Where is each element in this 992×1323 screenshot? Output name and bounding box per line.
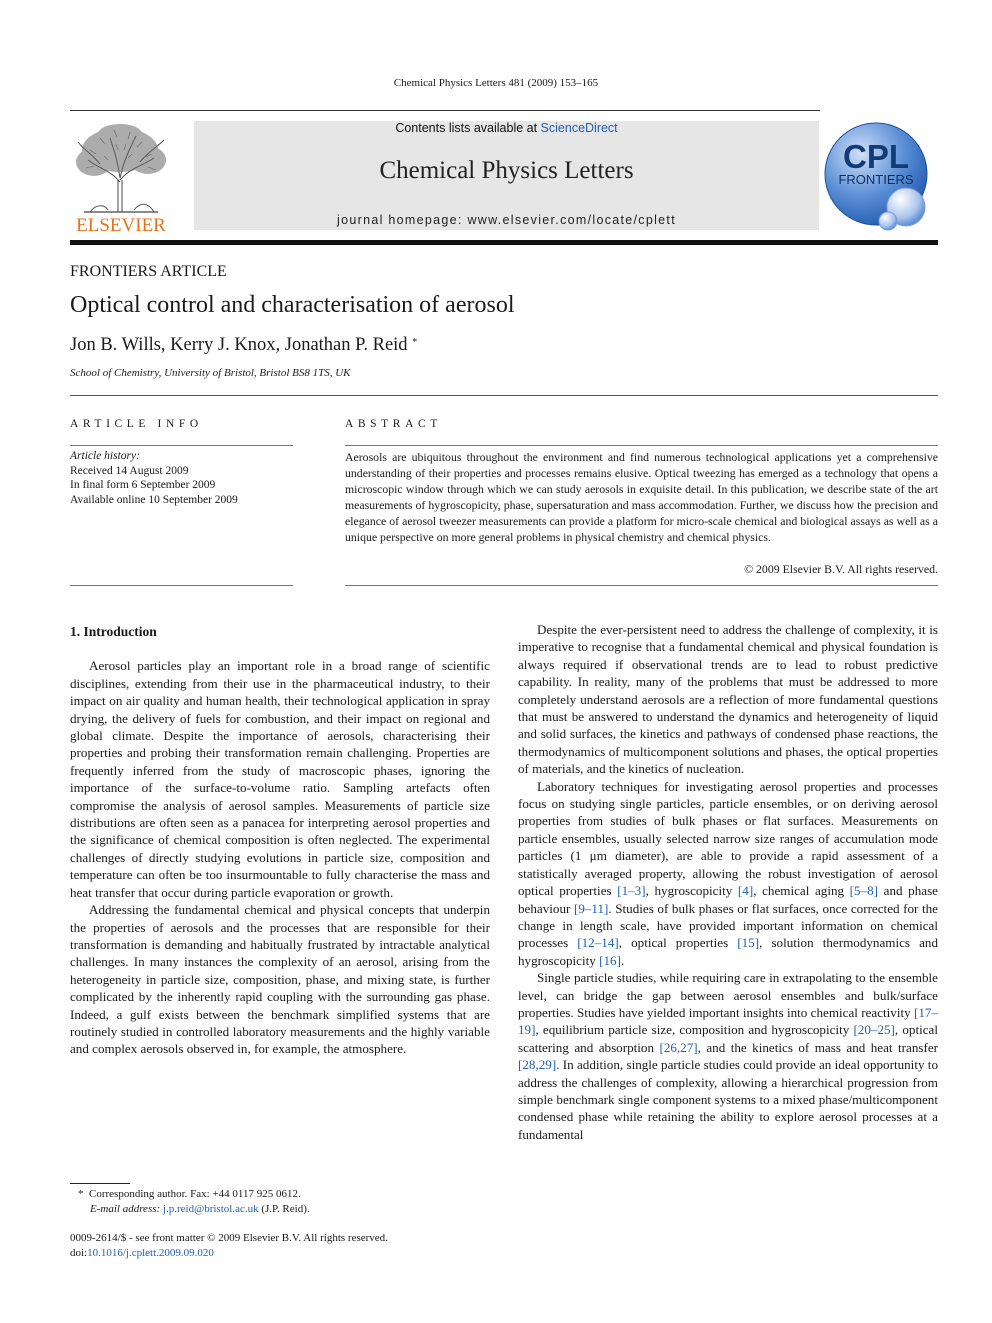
- issn-line: 0009-2614/$ - see front matter © 2009 Elsevier B.V. All rights reserved.: [70, 1232, 388, 1244]
- paragraph-right-1: Despite the ever-persistent need to address the challenge of complexity, it is imperative to recognise that a fundamental chemical and physical foundation is always required if observational trends are to lead to robust predictive capability. In reality, many of the problems that must be addressed to more completely understand aerosols are a reflection of more fundamental questions that must be answered to understand the dynamics and heterogeneity of liquid and solid surfaces, the kinetics and pathways of condensed phase reactions, the thermodynamics of multicomponent solutions and phases, the optical properties of materials, and the kinetics of nucleation.: [518, 622, 938, 777]
- reference-link[interactable]: [17–19]: [518, 1004, 938, 1038]
- reference-link[interactable]: [1–3]: [617, 883, 646, 899]
- body-left-column: [70, 623, 490, 1058]
- reference-link[interactable]: [4]: [737, 883, 754, 899]
- paragraph-right-3: [518, 969, 938, 1143]
- footnote-email: [70, 1202, 490, 1217]
- history-label: Article history:: [70, 450, 140, 462]
- elsevier-tree-icon: [70, 120, 172, 235]
- doi-line: [70, 1246, 388, 1261]
- reference-link[interactable]: [16]: [599, 952, 621, 968]
- svg-text:CPL: CPL: [843, 138, 909, 175]
- reference-link[interactable]: [20–25]: [853, 1022, 895, 1038]
- text-run: . Studies of bulk phases or flat surfaces, once corrected for the change in length scale, have provided important information on chemical processes: [518, 900, 938, 951]
- homepage-prefix: journal homepage:: [337, 213, 468, 227]
- history-revised: In final form 6 September 2009: [70, 479, 216, 491]
- doi-label: doi:: [70, 1246, 88, 1259]
- article-category: FRONTIERS ARTICLE: [70, 263, 227, 280]
- text-run: , optical scattering and absorption: [518, 1022, 938, 1055]
- reference-link[interactable]: [12–14]: [577, 935, 619, 951]
- abstract-copyright: © 2009 Elsevier B.V. All rights reserved.: [744, 562, 938, 576]
- text-run: . In addition, single particle studies could provide an ideal opportunity to address the challenges of complexity, allowing a hierarchical progression from simple benchmark single component systems to a mixed phase/multicomponent condensed phase while retaining the ability to explore aerosol processes at a fundamental: [518, 1057, 938, 1142]
- reference-link[interactable]: [28,29]: [518, 1057, 557, 1073]
- journal-title[interactable]: Chemical Physics Letters: [379, 157, 634, 184]
- paragraph-left-2: Addressing the fundamental chemical and physical concepts that underpin the properties of aerosols and the processes that are responsible for their transformation is demanding and habitually frustrated by intractable analytical challenges. In many instances the complexity of an aerosol, arising from the heterogeneity in particle size, composition, phase, and mixing state, is further complicated by the inherently rapid coupling with the surrounding gas phase. Indeed, a gulf exists between the benchmark simplified systems that are routinely studied in controlled laboratory measurements and the highly variable and complex aerosols observed in, for example, the atmosphere.: [70, 902, 490, 1057]
- text-run: , hygroscopicity: [645, 883, 738, 899]
- article-title: Optical control and characterisation of aerosol: [70, 292, 515, 318]
- svg-text:FRONTIERS: FRONTIERS: [838, 172, 914, 187]
- abstract-rule-bottom: [345, 585, 938, 586]
- paragraph-right-2: [518, 778, 938, 969]
- corresponding-mark[interactable]: *: [412, 337, 418, 348]
- history-received: Received 14 August 2009: [70, 464, 189, 477]
- article-history: [70, 449, 238, 507]
- header-divider: [70, 110, 820, 111]
- affiliation: School of Chemistry, University of Bristol, Bristol BS8 1TS, UK: [70, 367, 351, 379]
- text-run: , optical properties: [618, 935, 738, 951]
- abstract-heading: ABSTRACT: [345, 418, 442, 430]
- contents-prefix: Contents lists available at: [395, 121, 541, 135]
- footnote-rule: [70, 1183, 130, 1184]
- reference-link[interactable]: [5–8]: [849, 883, 879, 899]
- text-run: Laboratory techniques for investigating aerosol properties and processes focus on studying single particles, particle ensembles, or on deriving aerosol properties from studies of bulk phases or flat surfaces. Measurements on particle ensembles, usually selected narrow size ranges of accumulation mode particles (1 μm diameter), are able to provide a rapid assessment of a statistically averaged property, allowing the robust investigation of aerosol optical properties: [518, 778, 938, 899]
- info-rule-bottom: [70, 585, 293, 586]
- author-list: [70, 335, 417, 356]
- cpl-logo-icon: [822, 120, 937, 235]
- paragraph-left-1: Aerosol particles play an important role in a broad range of scientific disciplines, extending from their use in the pharmaceutical industry, to their impact on air quality and human health, their technological application in spray drying, the delivery of fuels for combustion, and their impact on regional and global climate. Despite the importance of aerosols, characterising their properties and probing their transformation remain challenging. Properties are frequently inferred from the study of macroscopic phases, ignoring the importance of the surface-to-volume ratio. Sampling artefacts often compromise the analysis of aerosol samples. Measurements of particle size distributions are often seen as a panacea for interpreting aerosol properties and the significance of chemical composition is often neglected. The experimental challenges of directly studying evolutions in particle size, composition and temperature can often be too insurmountable to fully characterise the mass and heat transfer that occur during particle evaporation or growth.: [70, 658, 490, 900]
- body-right-column: [518, 621, 938, 1143]
- section-heading: 1. Introduction: [70, 624, 157, 639]
- front-matter: [70, 1231, 388, 1260]
- footnote: [70, 1187, 490, 1216]
- text-run: , solution thermodynamics and hygroscopicity: [518, 935, 938, 968]
- reference-link[interactable]: [26,27]: [659, 1039, 698, 1055]
- doi-link[interactable]: 10.1016/j.cplett.2009.09.020: [87, 1246, 214, 1259]
- text-run: Single particle studies, while requiring care in extrapolating to the ensemble level, can bridge the gap between aerosol ensembles and bulk/surface properties. Studies have yielded important insights into chemical reactivity: [518, 970, 938, 1020]
- article-info-heading: ARTICLE INFO: [70, 418, 203, 430]
- text-run: , equilibrium particle size, composition and hygroscopicity: [535, 1022, 854, 1038]
- abstract-text: Aerosols are ubiquitous throughout the environment and find numerous technological applications yet a comprehensive understanding of their properties and processes remains elusive. Optical tweezing has emerged as a technology that opens a microscopic window through which we can study aerosols in exquisite detail. In this publication, we describe state of the art measurements of hygroscopicity, phase, supersaturation and mass accommodation. Further, we discuss how the precision and elegance of aerosol tweezer measurements can provide a platform for micro-scale chemical and biological assays as well as a unique perspective on more general problems in physical chemistry and chemical physics.: [345, 450, 938, 544]
- cpl-frontiers-logo[interactable]: [822, 120, 937, 235]
- email-label: E-mail address:: [90, 1202, 161, 1215]
- email-link[interactable]: j.p.reid@bristol.ac.uk: [162, 1202, 259, 1215]
- journal-citation: Chemical Physics Letters 481 (2009) 153–165: [393, 77, 599, 89]
- authors-text[interactable]: Jon B. Wills, Kerry J. Knox, Jonathan P. Reid: [70, 335, 408, 355]
- masthead-divider: [70, 240, 938, 245]
- history-online: Available online 10 September 2009: [70, 493, 238, 506]
- journal-homepage: [194, 213, 819, 227]
- footnote-mark: *: [78, 1188, 84, 1200]
- text-run: and phase behaviour: [518, 883, 938, 916]
- corresponding-text: Corresponding author. Fax: +44 0117 925 0612.: [89, 1188, 301, 1200]
- text-run: , chemical aging: [753, 883, 850, 899]
- abstract-rule-top: [345, 445, 938, 446]
- email-suffix: (J.P. Reid).: [258, 1202, 310, 1215]
- homepage-link[interactable]: www.elsevier.com/locate/cplett: [467, 213, 676, 227]
- front-divider: [70, 395, 938, 396]
- reference-link[interactable]: [15]: [737, 935, 760, 951]
- info-rule-top: [70, 445, 293, 446]
- contents-availability: [194, 121, 819, 135]
- reference-link[interactable]: [9–11]: [573, 900, 609, 916]
- text-run: .: [620, 952, 625, 968]
- footnote-corresponding: [70, 1187, 490, 1202]
- sciencedirect-link[interactable]: ScienceDirect: [540, 121, 618, 135]
- text-run: , and the kinetics of mass and heat transfer: [697, 1039, 938, 1055]
- svg-text:ELSEVIER: ELSEVIER: [76, 215, 166, 235]
- elsevier-logo[interactable]: [70, 120, 172, 235]
